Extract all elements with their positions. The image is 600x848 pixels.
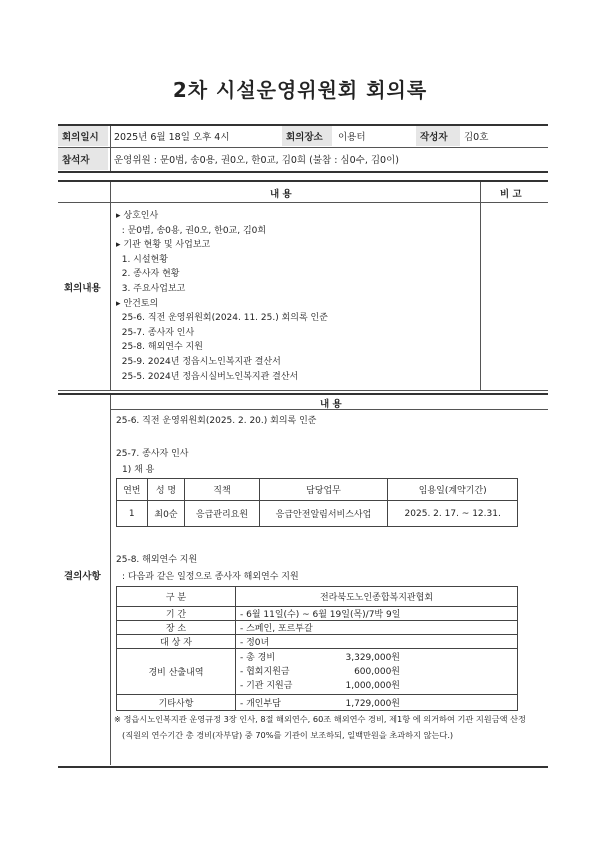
writer-label: 작성자 [416,126,460,146]
decision-header-rule [110,409,548,410]
place-value: - 스페인, 포르투갈 [236,621,518,635]
list-item: : 문0범, 송0용, 권0오, 한0교, 김0희 [116,225,267,236]
decision-bottom-rule [58,766,548,768]
hire-no: 1 [117,501,148,527]
writer-value: 김0호 [464,132,489,143]
training-h-value: 전라북도노인종합복지관협회 [236,587,518,607]
cost-name: - 협회지원금 [240,666,290,677]
table-row [117,635,518,649]
meeting-place-label: 회의장소 [282,126,332,146]
decision-item-3: 25-8. 해외연수 지원 [116,555,198,565]
decision-item-2-sub: 1) 채 용 [122,465,155,475]
training-header-row [117,587,518,607]
hire-col-name: 성 명 [147,479,185,501]
target-value: - 정0녀 [236,635,518,649]
content-divider-left [110,182,111,390]
hire-table [116,478,518,527]
meeting-date-label: 회의일시 [58,126,108,146]
meeting-date-value: 2025년 6월 18일 오후 4시 [114,132,230,143]
decision-label: 결의사항 [64,571,101,582]
content-top-rule [58,180,548,182]
document-title: 2차 시설운영위원회 회의록 [172,78,428,102]
etc-name: - 개인부담 [240,699,281,709]
hire-col-position: 직책 [185,479,259,501]
cost-lines [236,649,518,695]
decision-top-rule [58,393,548,395]
cost-name: - 총 경비 [240,652,276,663]
content-label: 회의내용 [64,283,101,294]
list-item: 1. 시설현황 [116,254,168,265]
list-item: 3. 주요사업보고 [116,284,186,294]
decision-item-1: 25-6. 직전 운영위원회(2025. 2. 20.) 회의록 인준 [116,416,317,426]
target-label: 대 상 자 [117,635,236,649]
list-item: 25-7. 종사자 인사 [116,327,195,338]
note-column-header: 비 고 [500,189,522,200]
attendees-value: 운영위원 : 문0범, 송0용, 권0오, 한0교, 김0희 (불참 : 심0수, 김0이) [114,155,399,166]
content-column-header: 내 용 [270,189,292,200]
list-item: 2. 종사자 현황 [116,269,180,280]
cost-amount: 600,000원 [354,666,400,677]
list-item: ▸ 상호인사 [116,211,159,221]
attendees-label: 참석자 [58,148,108,170]
table-row [117,501,518,527]
period-value: - 6월 11일(수) ~ 6월 19일(목)/7박 9일 [236,607,518,621]
cost-amount: 1,000,000원 [345,680,400,691]
decision-item-2: 25-7. 종사자 인사 [116,449,189,459]
regulation-note-2: (직원의 연수기간 총 경비(자부담) 중 70%를 기관이 보조하되, 일백만원을 초과하지 않는다.) [122,730,454,740]
table-row [117,649,518,695]
decision-item-3-sub: : 다음과 같은 일정으로 종사자 해외연수 지원 [122,572,299,582]
list-item: ▸ 기관 현황 및 사업보고 [116,240,211,251]
table-row [117,607,518,621]
hire-name: 최0순 [147,501,185,527]
header-bottom-rule [58,171,548,173]
cost-name: - 기관 지원금 [240,680,293,691]
content-header-rule [58,202,548,203]
period-label: 기 간 [117,607,236,621]
list-item: ▸ 안건토의 [116,298,159,309]
training-table [116,586,518,711]
content-divider-right [480,182,481,390]
etc-label: 기타사항 [117,695,236,711]
training-h-label: 구 분 [117,587,236,607]
cost-label: 경비 산출내역 [117,649,236,695]
table-row [117,695,518,711]
cost-amount: 3,329,000원 [345,652,400,663]
decision-column-header: 내 용 [320,399,342,410]
hire-col-date: 임용일(계약기간) [388,479,518,501]
hire-duty: 응급안전알림서비스사업 [259,501,388,527]
meeting-place-value: 이용터 [338,132,366,143]
content-bottom-rule [58,390,548,391]
etc-amount: 1,729,000원 [345,699,400,709]
hire-position: 응급관리요원 [185,501,259,527]
hire-col-no: 연번 [117,479,148,501]
hire-col-duty: 담당업무 [259,479,388,501]
decision-divider [110,395,111,765]
list-item: 25-6. 직전 운영위원회(2024. 11. 25.) 회의록 인준 [116,313,328,324]
place-label: 장 소 [117,621,236,635]
table-row [117,621,518,635]
regulation-note-1: ※ 정읍시노인복지관 운영규정 3장 인사, 8절 해외연수, 60조 해외연수 경비, 제1항 에 의거하여 기관 지원금액 산정 [114,714,526,724]
hire-table-header-row [117,479,518,501]
list-item: 25-5. 2024년 정읍시실버노인복지관 결산서 [116,371,299,382]
list-item: 25-9. 2024년 정읍시노인복지관 결산서 [116,357,281,367]
header-divider [110,126,111,171]
hire-date: 2025. 2. 17. ~ 12.31. [388,501,518,527]
list-item: 25-8. 해외연수 지원 [116,342,203,353]
